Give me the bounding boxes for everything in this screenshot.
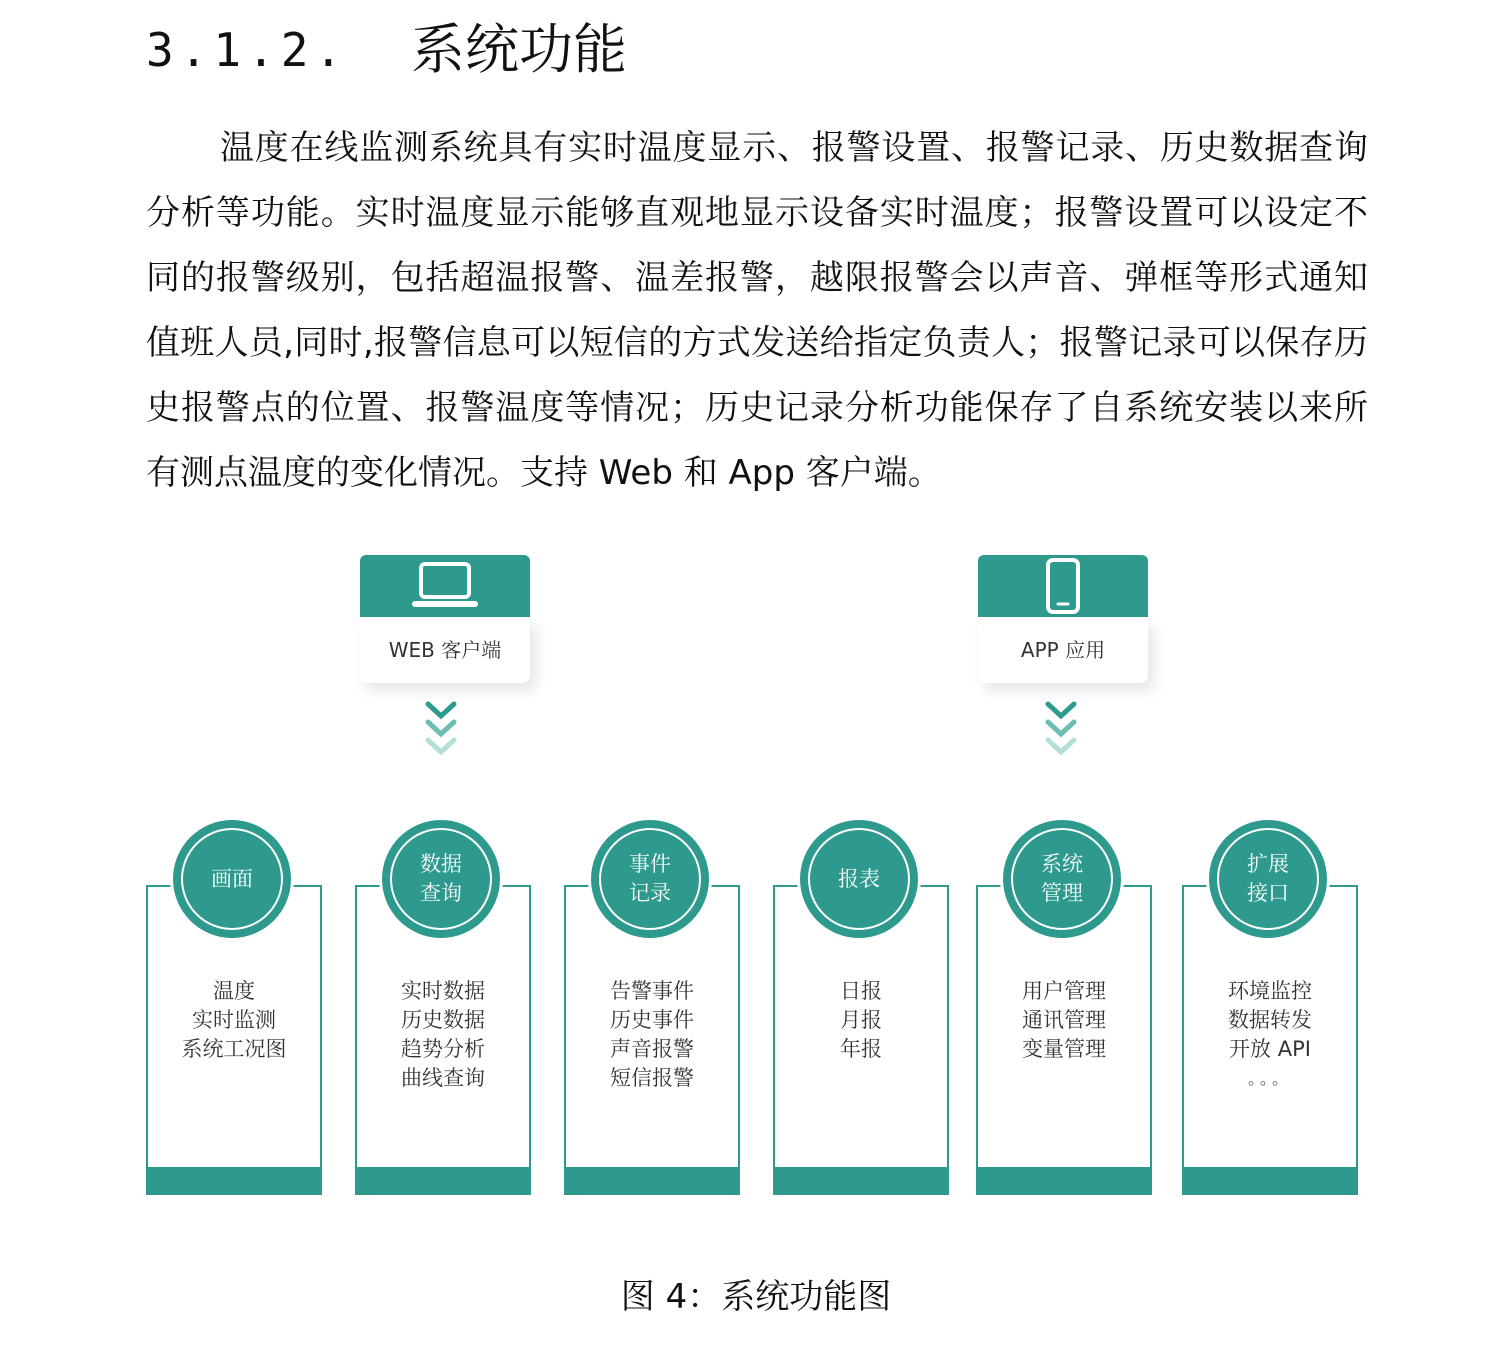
module-items: 温度 实时监测 系统工况图 — [181, 979, 287, 1061]
module-system-management — [976, 852, 1152, 1195]
module-badge — [170, 817, 294, 941]
phone-icon — [1043, 558, 1083, 614]
module-title: 数据 查询 — [390, 828, 492, 930]
app-chevron-down-icon — [1044, 700, 1078, 760]
module-title: 报表 — [808, 828, 910, 930]
app-client-card — [978, 555, 1148, 683]
web-client-header — [360, 555, 530, 617]
module-items: 用户管理 通讯管理 变量管理 — [1022, 979, 1106, 1061]
module-reports — [773, 866, 949, 1195]
module-badge — [1000, 817, 1124, 941]
app-client-header — [978, 555, 1148, 617]
module-badge — [379, 817, 503, 941]
module-badge — [588, 817, 712, 941]
body-paragraph: 温度在线监测系统具有实时温度显示、报警设置、报警记录、历史数据查询分析等功能。实时温度显示能够直观地显示设备实时温度；报警设置可以设定不同的报警级别，包括超温报警、温差报警，越限报警会以声音、弹框等形式通知值班人员,同时,报警信息可以短信的方式发送给指定负责人；报警记录可以保存历史报警点的位置、报警温度等情况；历史记录分析功能保存了自系统安装以来所有测点温度的变化情况。支持 Web 和 App 客户端。 — [146, 128, 1368, 493]
module-title: 事件 记录 — [599, 828, 701, 930]
web-client-label: WEB 客户端 — [360, 617, 530, 683]
module-items: 告警事件 历史事件 声音报警 短信报警 — [610, 979, 694, 1090]
module-title: 扩展 接口 — [1217, 828, 1319, 930]
module-items: 日报 月报 年报 — [840, 979, 882, 1061]
app-client-label: APP 应用 — [978, 617, 1148, 683]
laptop-icon — [410, 561, 480, 611]
module-items: 环境监控 数据转发 开放 API 。。。 — [1228, 979, 1312, 1088]
module-display — [146, 866, 322, 1195]
module-title: 画面 — [181, 828, 283, 930]
module-badge — [1206, 817, 1330, 941]
module-badge — [797, 817, 921, 941]
module-title: 系统 管理 — [1011, 828, 1113, 930]
section-number: 3.1.2. — [146, 23, 349, 77]
module-extension-interface — [1182, 852, 1358, 1195]
module-data-query — [355, 852, 531, 1195]
web-client-card — [360, 555, 530, 683]
module-items: 实时数据 历史数据 趋势分析 曲线查询 — [401, 979, 485, 1090]
figure-caption: 图 4：系统功能图 — [620, 1277, 892, 1317]
module-event-log — [564, 852, 740, 1195]
web-chevron-down-icon — [424, 700, 458, 760]
section-title: 系统功能 — [411, 18, 627, 81]
